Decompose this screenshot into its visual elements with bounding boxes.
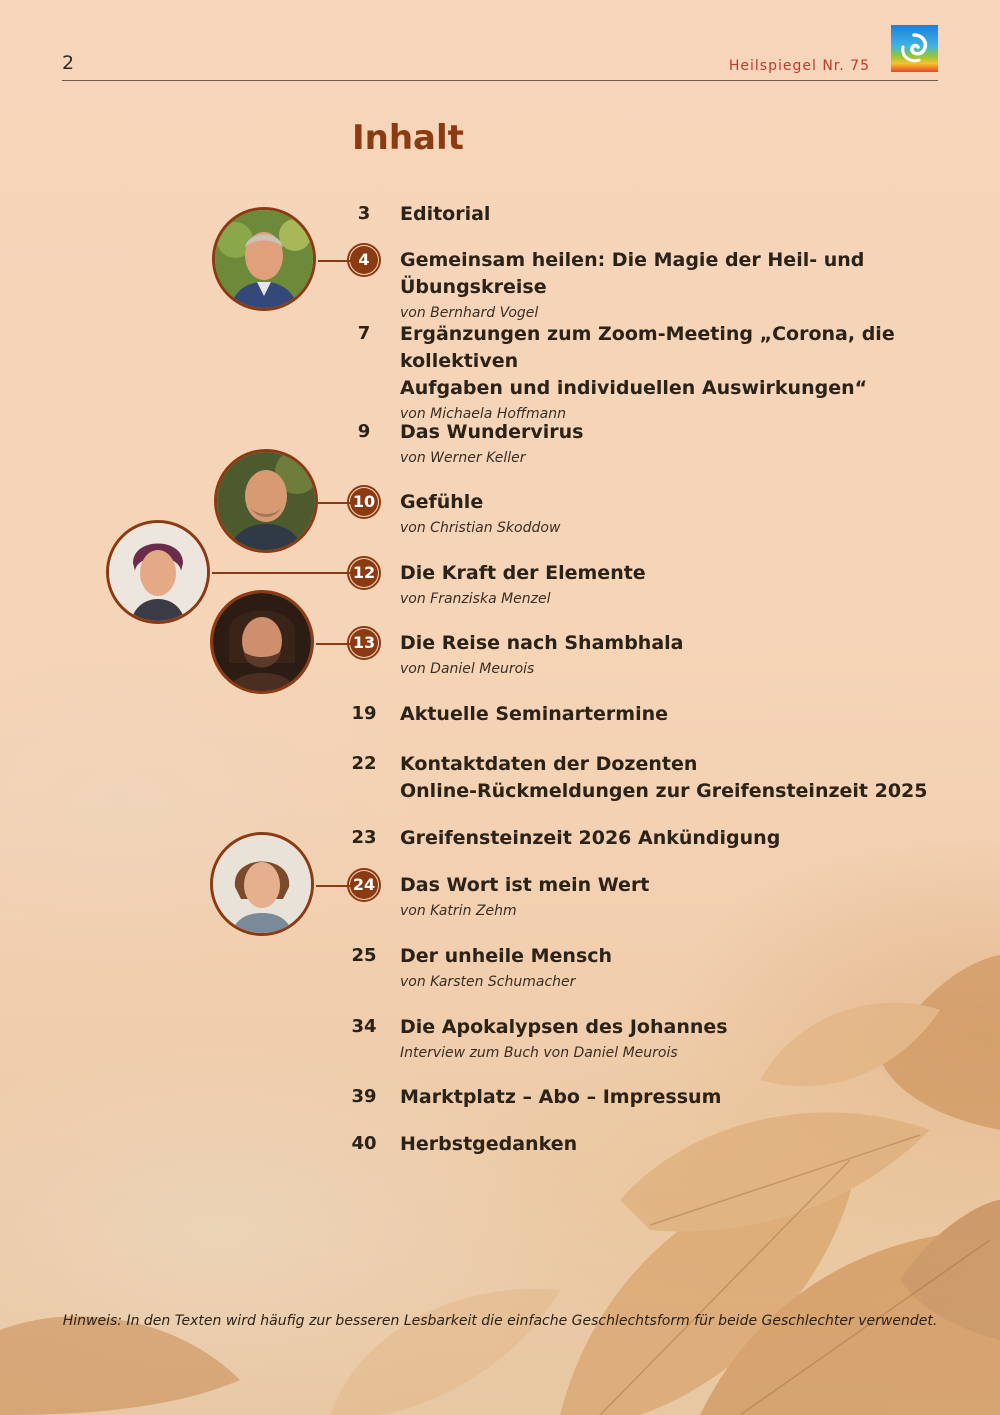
heilspiegel-logo — [891, 25, 938, 72]
toc-author: von Bernhard Vogel — [400, 305, 539, 321]
toc-entry[interactable] — [340, 321, 960, 426]
toc-title: Editorial — [400, 203, 491, 225]
magazine-issue: Heilspiegel Nr. 75 — [728, 58, 870, 74]
toc-page-number-badge: 4 — [350, 246, 378, 274]
toc-page-number: 23 — [351, 827, 377, 848]
toc-entry[interactable] — [340, 943, 960, 994]
toc-title: Kontaktdaten der Dozenten — [400, 753, 698, 775]
toc-title: Ergänzungen zum Zoom-Meeting „Corona, die kollektiven — [400, 323, 895, 372]
toc-entry[interactable] — [340, 825, 960, 852]
toc-entry[interactable] — [340, 1131, 960, 1158]
author-portrait-franziska-menzel — [106, 520, 210, 624]
toc-page-number: 7 — [357, 323, 371, 344]
toc-title: Die Apokalypsen des Johannes — [400, 1016, 728, 1038]
toc-author: von Michaela Hoffmann — [400, 406, 566, 422]
toc-title: Greifensteinzeit 2026 Ankündigung — [400, 827, 781, 849]
toc-author: von Franziska Menzel — [400, 591, 551, 607]
toc-entry[interactable] — [340, 630, 960, 681]
toc-page-number: 34 — [351, 1016, 377, 1037]
toc-title: Aktuelle Seminartermine — [400, 703, 669, 725]
header-divider — [62, 80, 938, 81]
toc-entry[interactable] — [340, 751, 960, 805]
toc-entry[interactable] — [340, 247, 960, 325]
toc-entry[interactable] — [340, 1084, 960, 1111]
page-number: 2 — [62, 52, 75, 74]
toc-title: Der unheile Mensch — [400, 945, 613, 967]
toc-author: von Christian Skoddow — [400, 520, 561, 536]
connector-line — [212, 572, 356, 574]
toc-author: von Karsten Schumacher — [400, 974, 576, 990]
toc-entry[interactable] — [340, 419, 960, 470]
toc-page-number: 25 — [351, 945, 377, 966]
toc-page-number-badge: 13 — [350, 629, 378, 657]
author-portrait-katrin-zehm — [210, 832, 314, 936]
toc-page-number-badge: 10 — [350, 488, 378, 516]
page-title: Inhalt — [352, 118, 464, 158]
toc-page-number: 39 — [351, 1086, 377, 1107]
toc-entry[interactable] — [340, 1014, 960, 1065]
toc-title: Herbstgedanken — [400, 1133, 578, 1155]
toc-author: Interview zum Buch von Daniel Meurois — [400, 1045, 678, 1061]
toc-title: Gefühle — [400, 491, 484, 513]
toc-author: von Werner Keller — [400, 450, 526, 466]
toc-page-number: 3 — [357, 203, 371, 224]
toc-page-number-badge: 24 — [350, 871, 378, 899]
toc-entry[interactable] — [340, 701, 960, 728]
toc-title: Marktplatz – Abo – Impressum — [400, 1086, 722, 1108]
toc-title-line-2: Online-Rückmeldungen zur Greifensteinzeit 2025 — [400, 780, 928, 802]
toc-title: Gemeinsam heilen: Die Magie der Heil- und Übungskreise — [400, 249, 865, 298]
toc-entry[interactable] — [340, 489, 960, 540]
toc-title: Das Wundervirus — [400, 421, 584, 443]
toc-page-number-badge: 12 — [350, 559, 378, 587]
toc-title: Das Wort ist mein Wert — [400, 874, 650, 896]
author-portrait-christian-skoddow — [214, 449, 318, 553]
toc-title: Die Kraft der Elemente — [400, 562, 646, 584]
toc-page-number: 9 — [357, 421, 371, 442]
footnote: Hinweis: In den Texten wird häufig zur besseren Lesbarkeit die einfache Geschlechtsform für beide Geschlechter verwendet. — [62, 1313, 938, 1329]
toc-author: von Katrin Zehm — [400, 903, 517, 919]
toc-author: von Daniel Meurois — [400, 661, 535, 677]
toc-entry[interactable] — [340, 201, 960, 228]
toc-entry[interactable] — [340, 872, 960, 923]
toc-entry[interactable] — [340, 560, 960, 611]
toc-page-number: 40 — [351, 1133, 377, 1154]
toc-title-line-2: Aufgaben und individuellen Auswirkungen“ — [400, 377, 868, 399]
toc-page-number: 22 — [351, 753, 377, 774]
toc-page-number: 19 — [351, 703, 377, 724]
author-portrait-bernhard-vogel — [212, 207, 316, 311]
author-portrait-daniel-meurois — [210, 590, 314, 694]
toc-title: Die Reise nach Shambhala — [400, 632, 684, 654]
